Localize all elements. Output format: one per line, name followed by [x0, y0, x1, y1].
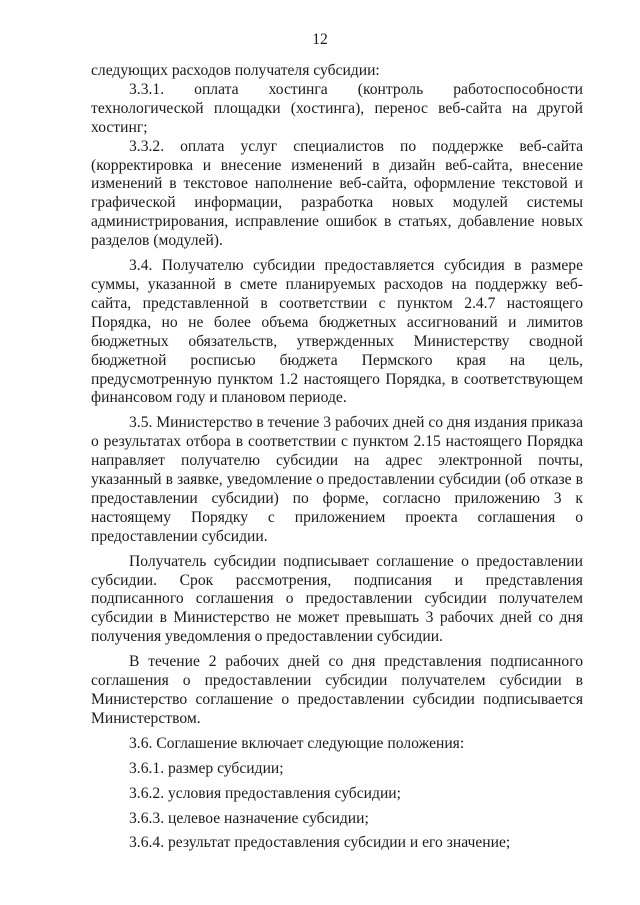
paragraph-3-4: 3.4. Получателю субсидии предоставляется субсидия в размере суммы, указанной в смете планируемых расходов на поддержку веб-сайта, представленной в соответствии с пунктом 2.4.7 настоящего Порядка, но не более объема бюджетных ассигнований и лимитов бюджетных обязательств, утвержденных Министерству сводной бюджетной росписью бюджета Пермского края на цель, предусмотренную пунктом 1.2 настоящего Порядка, в соответствующем финансовом году и плановом периоде. — [91, 257, 583, 407]
paragraph-signing: Получатель субсидии подписывает соглашение о предоставлении субсидии. Срок рассмотрения, подписания и представления подписанного соглашения о предоставлении субсидии получателем субсидии в Министерство не может превышать 3 рабочих дней со дня получения уведомления о предоставлении субсидии. — [91, 552, 583, 646]
page-number: 12 — [312, 31, 328, 48]
paragraph-3-6-4: 3.6.4. результат предоставления субсидии и его значение; — [129, 834, 511, 852]
paragraph-3-6: 3.6. Соглашение включает следующие положения: — [129, 734, 465, 752]
paragraph-two-days: В течение 2 рабочих дней со дня представления подписанного соглашения о предоставлении субсидии получателем субсидии в Министерство соглашение о предоставлении субсидии подписывается Министерством. — [91, 653, 583, 727]
paragraph-3-3-2: 3.3.2. оплата услуг специалистов по поддержке веб-сайта (корректировка и внесение изменений в дизайн веб-сайта, внесение изменений в текстовое наполнение веб-сайта, оформление текстовой и графической информации, разработка новых модулей системы администрирования, исправление ошибок в статьях, добавление новых разделов (модулей). — [91, 137, 583, 250]
paragraph-3-6-2: 3.6.2. условия предоставления субсидии; — [129, 784, 401, 802]
paragraph-continuation: следующих расходов получателя субсидии: — [91, 62, 380, 79]
paragraph-3-6-3: 3.6.3. целевое назначение субсидии; — [129, 809, 369, 827]
document-body — [91, 62, 583, 853]
paragraph-3-5: 3.5. Министерство в течение 3 рабочих дней со дня издания приказа о результатах отбора в соответствии с пунктом 2.15 настоящего Порядка направляет получателю субсидии на адрес электронной почты, указанный в заявке, уведомление о предоставлении субсидии (об отказе в предоставлении субсидии) по форме, согласно приложению 3 к настоящему Порядку с приложением проекта соглашения о предоставлении субсидии. — [91, 414, 583, 545]
paragraph-3-6-1: 3.6.1. размер субсидии; — [129, 759, 284, 777]
paragraph-3-3-1: 3.3.1. оплата хостинга (контроль работоспособности технологической площадки (хостинга), перенос веб-сайта на другой хостинг; — [91, 80, 583, 136]
